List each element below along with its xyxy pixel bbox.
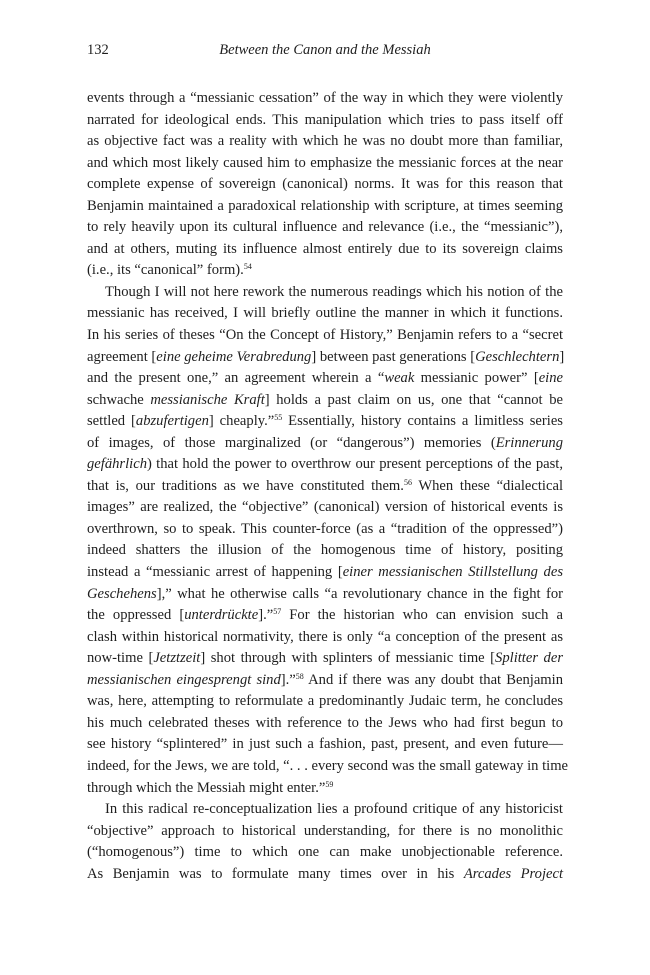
- footnote-ref: 55: [274, 413, 283, 423]
- text-run: agreement [: [87, 348, 157, 365]
- text-run: and which most likely caused him to emphasize the messianic forces at the near: [87, 154, 563, 171]
- text-line: [87, 454, 563, 476]
- text-line: [87, 368, 563, 390]
- italic-text: messianische Kraft: [150, 391, 265, 408]
- text-run: events through a “messianic cessation” of the way in which they were violently: [87, 90, 563, 106]
- text-run: When these “dialectical: [411, 477, 563, 494]
- page-header: [87, 42, 563, 64]
- italic-text: Geschlechtern: [475, 348, 560, 365]
- text-line: [87, 691, 563, 713]
- text-line: [87, 390, 563, 412]
- text-line: [87, 347, 563, 369]
- text-line: [87, 627, 563, 649]
- text-line: [87, 196, 563, 218]
- text-run: now-time [: [87, 650, 154, 667]
- footnote-ref: 57: [273, 607, 282, 617]
- paragraph: [87, 88, 563, 282]
- text-run: “objective” approach to historical understanding, for there is no monolithic: [87, 822, 563, 839]
- text-run: In this radical re-conceptualization lies a profound critique of any historicist: [105, 801, 563, 818]
- italic-text: abzufertigen: [135, 413, 209, 430]
- paragraph: [87, 799, 563, 885]
- page-number: 132: [87, 42, 109, 58]
- text-line: [87, 756, 569, 778]
- text-line: [87, 799, 563, 821]
- italic-text: Erinnerung: [495, 434, 563, 451]
- text-run: settled [: [87, 413, 136, 430]
- italic-text: unterdrückte: [184, 607, 259, 624]
- text-run: complete expense of sovereign (canonical) norms. It was for this reason that: [87, 176, 563, 193]
- text-run: his much celebrated theses with reference to the Jews who had first begun to: [87, 714, 563, 731]
- footnote-ref: 59: [325, 779, 334, 789]
- text-run: ] holds a past claim on us, one that “cannot be: [264, 391, 563, 408]
- italic-text: Arcades Project: [463, 865, 564, 882]
- text-run: instead a “messianic arrest of happening [: [87, 564, 343, 581]
- paragraph: [87, 282, 569, 799]
- text-line: [87, 131, 563, 153]
- text-line: [87, 584, 563, 606]
- text-run: the oppressed [: [87, 607, 185, 624]
- italic-text: Jetztzeit: [153, 650, 201, 667]
- italic-text: weak: [384, 370, 415, 387]
- text-line: [87, 562, 563, 584]
- text-line: [87, 153, 563, 175]
- text-run: was, here, attempting to reformulate a predominantly Judaic term, he concludes: [87, 693, 563, 710]
- footnote-ref: 56: [403, 477, 412, 487]
- text-line: [87, 605, 563, 627]
- text-line: [87, 864, 563, 886]
- italic-text: Geschehens: [87, 585, 157, 602]
- text-run: In his series of theses “On the Concept of History,” Benjamin refers to a “secret: [87, 327, 563, 344]
- text-line: [87, 519, 563, 541]
- text-line: [87, 88, 563, 110]
- text-run: ].”: [258, 607, 274, 624]
- text-line: [87, 540, 563, 562]
- text-line: [87, 842, 563, 864]
- italic-text: eine: [538, 370, 563, 387]
- text-run: messianic power” [: [414, 370, 539, 387]
- text-line: [87, 497, 563, 519]
- text-line: [87, 713, 563, 735]
- text-line: [87, 433, 563, 455]
- text-run: that is, our traditions as we have constituted them.: [87, 477, 404, 494]
- text-run: For the historian who can envision such a: [281, 607, 563, 624]
- text-line: [87, 303, 563, 325]
- text-line: [87, 648, 563, 670]
- text-run: of images, of those marginalized (or “dangerous”) memories (: [87, 434, 496, 451]
- text-line: [87, 282, 563, 304]
- italic-text: eine geheime Verabredung: [156, 348, 312, 365]
- body-text: [87, 88, 569, 885]
- text-run: Essentially, history contains a limitless series: [282, 413, 563, 430]
- text-run: ],” what he otherwise calls “a revolutionary chance in the fight for: [156, 585, 563, 602]
- text-run: clash within historical normativity, there is only “a conception of the present as: [87, 628, 563, 645]
- italic-text: messianischen eingesprengt sind: [87, 671, 281, 688]
- text-run: (i.e., its “canonical” form).: [87, 262, 244, 279]
- text-run: indeed, for the Jews, we are told, “. . . every second was the small gateway in time: [87, 757, 569, 774]
- text-run: indeed shatters the illusion of the homogenous time of history, positing: [87, 542, 563, 559]
- text-run: And if there was any doubt that Benjamin: [303, 671, 563, 688]
- text-run: ] cheaply.”: [208, 413, 275, 430]
- text-line: [87, 411, 563, 433]
- text-run: messianic has received, I will briefly outline the manner in which it functions.: [87, 305, 563, 322]
- text-run: ] between past generations [: [311, 348, 476, 365]
- text-run: and the present one,” an agreement wherein a “: [87, 370, 385, 387]
- running-title: Between the Canon and the Messiah: [219, 42, 431, 58]
- text-line: [87, 325, 563, 347]
- text-run: images” are realized, the “objective” (canonical) version of historical events is: [87, 499, 563, 516]
- text-run: Though I will not here rework the numerous readings which his notion of the: [105, 283, 563, 300]
- text-line: [87, 260, 563, 282]
- text-run: ] shot through with splinters of messianic time [: [200, 650, 496, 667]
- text-run: as objective fact was a reality with which he was no doubt more than familiar,: [87, 133, 563, 150]
- text-run: see history “splintered” in just such a fashion, past, present, and even future—: [87, 736, 563, 753]
- text-line: [87, 778, 563, 800]
- text-line: [87, 239, 563, 261]
- text-line: [87, 821, 563, 843]
- text-line: [87, 734, 563, 756]
- text-line: [87, 110, 563, 132]
- italic-text: gefährlich: [87, 456, 147, 473]
- text-run: ]: [559, 348, 565, 365]
- footnote-ref: 54: [243, 262, 252, 272]
- text-run: to rely heavily upon its cultural influence and relevance (i.e., the “messianic”),: [87, 219, 563, 236]
- text-run: As Benjamin was to formulate many times over in his: [87, 865, 464, 882]
- italic-text: Splitter der: [495, 650, 563, 667]
- text-run: schwache: [87, 391, 151, 408]
- text-line: [87, 670, 563, 692]
- text-run: overthrown, so to speak. This counter-force (as a “tradition of the oppressed”): [87, 520, 563, 537]
- italic-text: einer messianischen Stillstellung des: [342, 564, 563, 581]
- text-run: narrated for ideological ends. This manipulation which tries to pass itself off: [87, 111, 563, 128]
- text-line: [87, 174, 563, 196]
- footnote-ref: 58: [295, 671, 304, 681]
- text-run: through which the Messiah might enter.”: [87, 779, 326, 796]
- text-run: (“homogenous”) time to which one can make unobjectionable reference.: [87, 844, 563, 861]
- text-line: [87, 476, 563, 498]
- text-run: ].”: [280, 671, 296, 688]
- text-run: Benjamin maintained a paradoxical relationship with scripture, at times seeming: [87, 197, 563, 214]
- text-line: [87, 217, 563, 239]
- text-run: ) that hold the power to overthrow our present perceptions of the past,: [147, 456, 563, 473]
- text-run: and at others, muting its influence almost entirely due to its sovereign claims: [87, 240, 563, 257]
